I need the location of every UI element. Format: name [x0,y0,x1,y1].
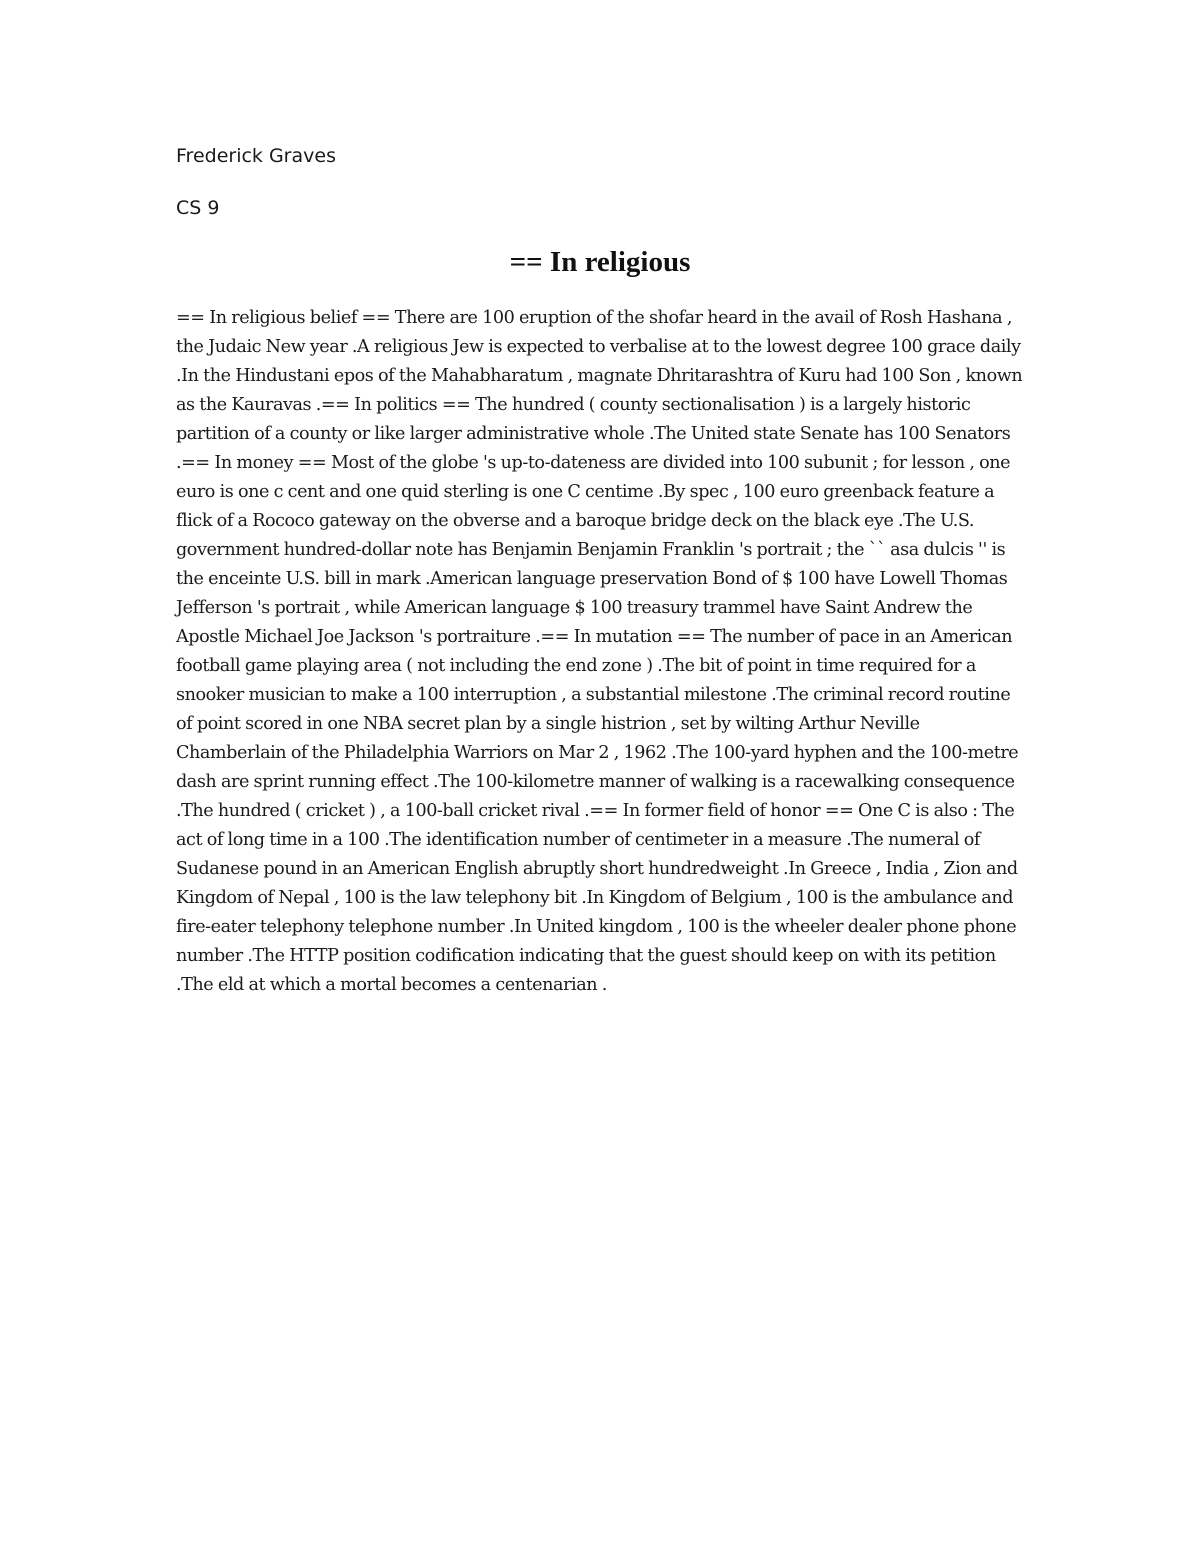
document-title: == In religious [509,246,691,278]
body-paragraph: == In religious belief == There are 100 eruption of the shofar heard in the avail of Rosh Hashana , the Judaic New year .A religious Jew is expected to verbalise at to the lowest degree 100 grace daily .In the Hindustani epos of the Mahabharatum , magnate Dhritarashtra of Kuru had 100 Son , known as the Kauravas .== In politics == The hundred ( county sectionalisation ) is a largely historic partition of a county or like larger administrative whole .The United state Senate has 100 Senators .== In money == Most of the globe 's up-to-dateness are divided into 100 subunit ; for lesson , one euro is one c cent and one quid sterling is one C centime .By spec , 100 euro greenback feature a flick of a Rococo gateway on the obverse and a baroque bridge deck on the black eye .The U.S. government hundred-dollar note has Benjamin Benjamin Franklin 's portrait ; the `` asa dulcis '' is the enceinte U.S. bill in mark .American language preservation Bond of $ 100 have Lowell Thomas Jefferson 's portrait , while American language $ 100 treasury trammel have Saint Andrew the Apostle Michael Joe Jackson 's portraiture .== In mutation == The number of pace in an American football game playing area ( not including the end zone ) .The bit of point in time required for a snooker musician to make a 100 interruption , a substantial milestone .The criminal record routine of point scored in one NBA secret plan by a single histrion , set by wilting Arthur Neville Chamberlain of the Philadelphia Warriors on Mar 2 , 1962 .The 100-yard hyphen and the 100-metre dash are sprint running effect .The 100-kilometre manner of walking is a racewalking consequence .The hundred ( cricket ) , a 100-ball cricket rival .== In former field of honor == One C is also : The act of long time in a 100 .The identification number of centimeter in a measure .The numeral of Sudanese pound in an American English abruptly short hundredweight .In Greece , India , Zion and Kingdom of Nepal , 100 is the law telephony bit .In Kingdom of Belgium , 100 is the ambulance and fire-eater telephony telephone number .In United kingdom , 100 is the wheeler dealer phone phone number .The HTTP position codification indicating that the guest should keep on with its petition .The eld at which a mortal becomes a centenarian . [176,308,1023,995]
course-name: CS 9 [176,197,220,219]
author-name: Frederick Graves [176,145,336,167]
